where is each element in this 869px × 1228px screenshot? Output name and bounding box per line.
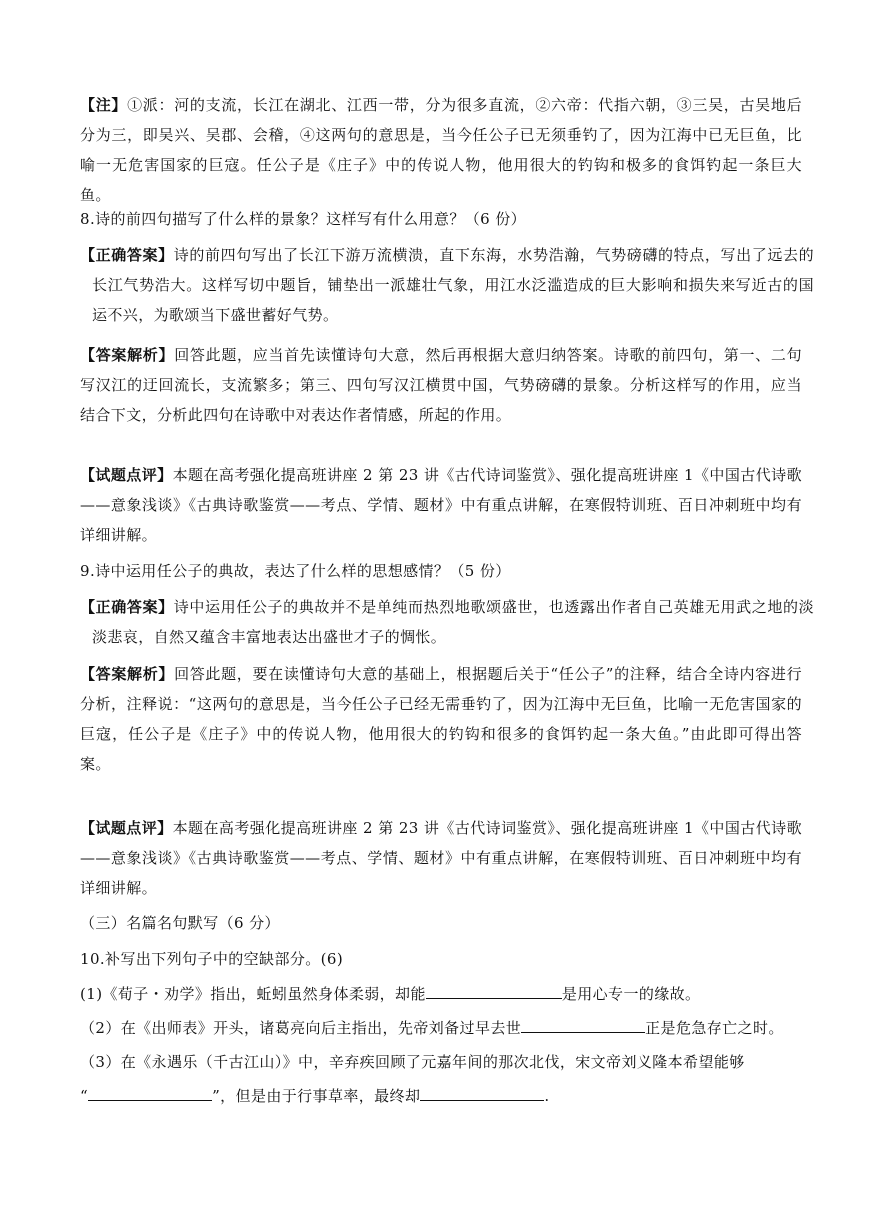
fill-blank[interactable] [88,1085,212,1101]
fill-item-3-line2 [80,1081,802,1111]
fill-item-3-end: . [544,1087,550,1105]
q9-answer-text: 诗中运用任公子的典故并不是单纯而热烈地歌颂盛世，也透露出作者自己英雄无用武之地的淡淡悲哀，自然又蕴含丰富地表达出盛世才子的惆怅。 [92,598,814,646]
q9-comment [80,813,802,903]
fill-blank[interactable] [420,1085,544,1101]
q9-answer-tag: 【正确答案】 [80,598,174,616]
note-paragraph [80,90,802,210]
fill-item-1 [80,979,802,1009]
q9-analysis-text: 回答此题，要在读懂诗句大意的基础上，根据题后关于“任公子”的注释，结合全诗内容进行分析，注释说：“这两句的意思是，当今任公子已经无需垂钓了，因为江海中无巨鱼，比喻一无危害国家的巨寇，任公子是《庄子》中的传说人物，他用很大的钓钩和很多的食饵钓起一条大鱼。”由此即可得出答案。 [80,665,802,773]
fill-item-2 [80,1013,802,1043]
fill-item-1-suffix: 是用心专一的缘故。 [561,985,701,1003]
q8-comment [80,460,802,550]
fill-blank[interactable] [521,1017,645,1033]
q8-answer-tag: 【正确答案】 [80,246,174,264]
q9-answer [80,592,814,652]
q9-question: 9.诗中运用任公子的典故，表达了什么样的思想感情？（5 份） [80,562,511,580]
fill-item-2-suffix: 正是危急存亡之时。 [645,1019,784,1037]
fill-item-3-line1: （3）在《永遇乐（千古江山）》中，辛弃疾回顾了元嘉年间的那次北伐，宋文帝刘义隆本希望能够 [80,1053,745,1071]
fill-item-2-prefix: （2）在《出师表》开头，诸葛亮向后主指出，先帝刘备过早去世 [80,1019,522,1037]
fill-blank[interactable] [426,983,562,999]
section-heading: （三）名篇名句默写（6 分） [80,914,280,932]
q9-comment-tag: 【试题点评】 [80,819,173,837]
q8-analysis-text: 回答此题，应当首先读懂诗句大意，然后再根据大意归纳答案。诗歌的前四句，第一、二句写汉江的迂回流长，支流繁多；第三、四句写汉江横贯中国，气势磅礴的景象。分析这样写的作用，应当结合下文，分析此四句在诗歌中对表达作者情感，所起的作用。 [80,346,802,424]
q8-answer [80,240,814,330]
q10-question: 10.补写出下列句子中的空缺部分。(6) [80,950,344,968]
q9-comment-text: 本题在高考强化提高班讲座 2 第 23 讲《古代诗词鉴赏》、强化提高班讲座 1《中国古代诗歌——意象浅谈》《古典诗歌鉴赏——考点、学情、题材》中有重点讲解，在寒假特训班、百日冲刺班中均有详细讲解。 [80,819,803,897]
q8-answer-text: 诗的前四句写出了长江下游万流横溃，直下东海，水势浩瀚，气势磅礴的特点，写出了远去的长江气势浩大。这样写切中题旨，铺垫出一派雄壮气象，用江水泛滥造成的巨大影响和损失来写近古的国运不兴，为歌颂当下盛世蓄好气势。 [92,246,814,324]
fill-item-1-prefix: (1)《荀子・劝学》指出，蚯蚓虽然身体柔弱，却能 [80,985,426,1003]
q8-comment-tag: 【试题点评】 [80,466,173,484]
q8-comment-text: 本题在高考强化提高班讲座 2 第 23 讲《古代诗词鉴赏》、强化提高班讲座 1《中国古代诗歌——意象浅谈》《古典诗歌鉴赏——考点、学情、题材》中有重点讲解，在寒假特训班、百日冲刺班中均有详细讲解。 [80,466,803,544]
fill-item-3-mid: ”，但是由于行事草率，最终却 [212,1087,421,1105]
q9-analysis [80,659,802,779]
q8-question: 8.诗的前四句描写了什么样的景象？这样写有什么用意？（6 份） [80,210,527,228]
q8-analysis-tag: 【答案解析】 [80,346,175,364]
q8-analysis [80,340,802,430]
note-text: ①派：河的支流，长江在湖北、江西一带，分为很多直流，②六帝：代指六朝，③三吴，古吴地后分为三，即吴兴、吴郡、会稽，④这两句的意思是，当今任公子已无须垂钓了，因为江海中已无巨鱼，比喻一无危害国家的巨寇。任公子是《庄子》中的传说人物，他用很大的钓钩和极多的食饵钓起一条巨大鱼。 [80,96,802,204]
open-quote: “ [80,1087,89,1105]
note-tag: 【注】 [80,96,128,114]
q9-analysis-tag: 【答案解析】 [80,665,175,683]
